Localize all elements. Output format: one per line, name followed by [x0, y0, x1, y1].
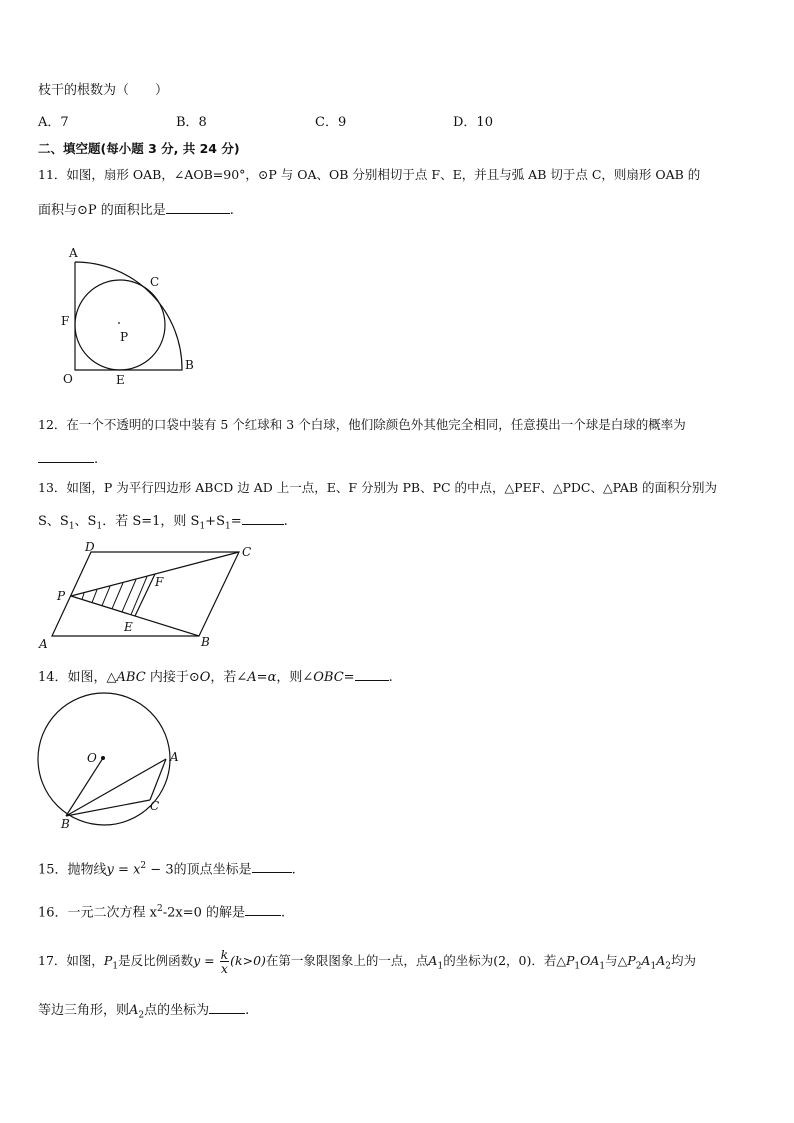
q16-answer-blank	[245, 901, 281, 916]
q12-end: .	[94, 452, 99, 467]
label-d: D	[85, 540, 95, 554]
label-b: B	[185, 358, 194, 372]
q10-stem-tail: 枝干的根数为（ ）	[38, 83, 169, 98]
q10-option-b: B．8	[176, 115, 207, 130]
label-f: F	[61, 314, 70, 328]
q17-fraction: $\frac{k}{x}$	[220, 947, 229, 976]
q10-option-c: C．9	[315, 115, 347, 130]
label-p: P	[57, 589, 66, 603]
label-c: C	[150, 275, 160, 289]
label-f: F	[155, 575, 164, 589]
label-o: O	[87, 751, 97, 765]
q13-line2: S、$S_1$、$S_1$．若 S=1，则 $S_1+S_1=$ .	[38, 510, 288, 536]
label-p: P	[120, 330, 129, 344]
q10-option-a: A．7	[38, 115, 69, 130]
label-o: O	[63, 372, 73, 386]
label-c: C	[242, 545, 252, 559]
label-e: E	[124, 620, 133, 634]
section-heading: 二、填空题(每小题 3 分, 共 24 分)	[38, 141, 240, 156]
q16-line: 16．一元二次方程 $x^2-2x=0$ 的解是 .	[38, 900, 285, 922]
segment-bc	[66, 800, 150, 816]
segment-ob	[66, 758, 103, 816]
q17-line1: 17．如图，$P_1$是反比例函数y = $\frac{k}{x}$ (k>0)在第一象限图象上的一点，点$A_1$的坐标为(2，0)．若$\triangle P_1OA_1$与$\triangle P_2A_1A_2$均为	[38, 947, 696, 976]
label-b: B	[201, 635, 210, 649]
q10-option-d: D．10	[453, 115, 493, 130]
q13-line1: 13．如图，P 为平行四边形 ABCD 边 AD 上一点，E、F 分别为 PB、PC 的中点，△PEF、△PDC、△PAB 的面积分别为	[38, 480, 718, 495]
q15-line: 15．抛物线$y = x^2 - 3$的顶点坐标是 .	[38, 857, 296, 879]
label-a: A	[39, 637, 48, 651]
q11-line1: 11．如图，扇形 OAB，∠AOB=90°，⊙P 与 OA、OB 分别相切于点 F、E，并且与弧 AB 切于点 C，则扇形 OAB 的	[38, 167, 701, 182]
label-e: E	[116, 373, 125, 387]
q11-text: 面积与⊙P 的面积比是	[38, 203, 166, 218]
label-b: B	[61, 817, 70, 831]
label-a: A	[170, 750, 179, 764]
q12-line1: 12．在一个不透明的口袋中装有 5 个红球和 3 个白球，他们除颜色外其他完全相同，任意摸出一个球是白球的概率为	[38, 417, 686, 432]
q14-line: 14．如图，△ABC 内接于⊙O，若∠A=α，则∠OBC= .	[38, 666, 393, 687]
segment-ac	[150, 759, 166, 800]
q17-answer-blank	[209, 999, 245, 1014]
label-c: C	[150, 799, 160, 813]
label-a: A	[69, 246, 78, 260]
q11-end: .	[229, 203, 234, 218]
q15-answer-blank	[252, 858, 292, 873]
q17-line2: 等边三角形，则$A_2$点的坐标为 .	[38, 999, 249, 1025]
